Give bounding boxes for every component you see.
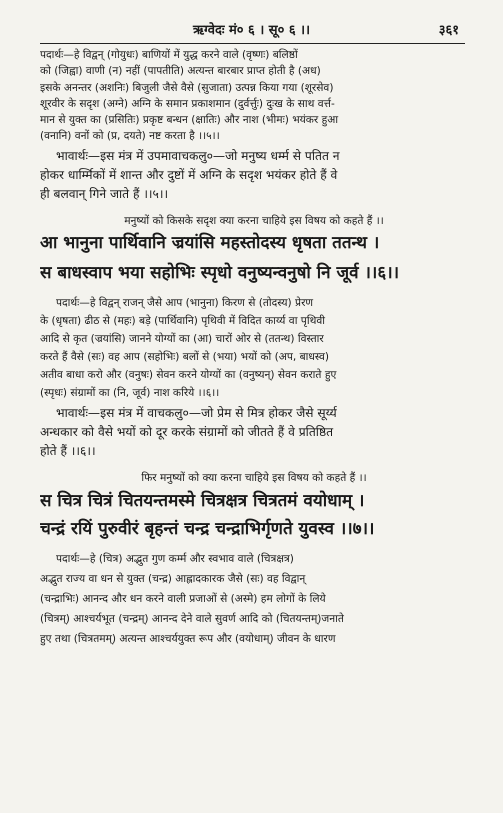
text-line: होकर धार्म्मिकों में शान्त और दुष्टों में अग्नि के सदृश भयंकर होते हैं वे xyxy=(40,168,338,182)
text-line: (चित्रम्) आश्चर्यभूत (चन्द्रम्) आनन्द देने वाले सुवर्ण आदि को (चितयन्तम्)जनाते xyxy=(40,613,344,625)
text-line: मान से युक्त का (प्रसितिः) प्रकृष्ट बन्धन (क्षातिः) और नाश (भीमः) भयंकर हुआ xyxy=(40,114,339,126)
section-intro: फिर मनुष्यों को क्या करना चाहिये इस विषय को कहते हैं ।। xyxy=(141,472,367,484)
mantra-line: आ भानुना पार्थिवानि ज्रयांसि महस्तोदस्य धृषता ततन्थ । xyxy=(40,233,380,253)
text-line: अन्धकार को वैसे भयों को दूर करके संग्रामों को जीतते हैं वे प्रतिष्ठित xyxy=(40,425,334,439)
mantra-line: चन्द्रं रयिं पुरुवीरं बृहन्तं चन्द्र चन्द्राभिर्गृणते युवस्व ।।७।। xyxy=(40,519,375,539)
mantra-line: स बाधस्वाप भया सहोभिः स्पृधो वनुष्यन्वनुषो नि जूर्व ।।६।। xyxy=(40,263,400,283)
text-line: ही बलवान् गिने जाते हैं ।।५।। xyxy=(40,187,169,201)
text-line: इसके अनन्तर (अशनिः) बिजुली जैसे वैसे (सुजाता) उत्पन्न किया गया (शूरसेव) xyxy=(40,82,334,94)
text-line: को (जिह्वा) वाणी (न) नहीं (पापतीति) अत्यन्त बारबार प्राप्त होती है (अध) xyxy=(40,65,321,77)
running-title: ऋग्वेदः मं० ६ । सू० ६ ।। xyxy=(192,23,311,38)
text-line: हुए तथा (चित्रतमम्) अत्यन्त आश्चर्ययुक्त रूप और (वयोधाम्) जीवन के धारण xyxy=(40,633,336,645)
text-line: भावार्थः—इस मंत्र में उपमावाचकलु०—जो मनुष्य धर्म्म से पतित न xyxy=(56,149,340,163)
text-line: (चन्द्राभिः) आनन्द और धन करने वाली प्रजाओं से (अस्मे) हम लोगों के लिये xyxy=(40,593,326,605)
header-rule xyxy=(40,43,465,44)
page-header xyxy=(0,20,503,40)
text-line: अद्भुत राज्य वा धन से युक्त (चन्द्र) आह्लादकारक जैसे (सः) वह विद्वान् xyxy=(40,573,306,585)
text-line: (स्पृधः) संग्रामों का (नि, जूर्व) नाश करिये ।।६।। xyxy=(40,387,220,399)
text-line: शूरवीर के सदृश (अग्ने) अग्नि के समान प्रकाशमान (दुर्वर्त्तुः) दुःख के साथ वर्त्त- xyxy=(40,98,335,110)
text-line: अतीव बाधा करो और (वनुषः) सेवन करने योग्यों का (वनुष्यन्) सेवन कराते हुए xyxy=(40,369,337,381)
text-line: करते हैं वैसे (सः) वह आप (सहोभिः) बलों से (भया) भयों को (अप, बाधस्व) xyxy=(40,351,330,363)
text-line: आदि से कृत (ज्रयांसि) जानने योग्यों का (आ) चारों ओर से (ततन्थ) विस्तार xyxy=(40,333,324,345)
text-line: पदार्थः—हे (चित्र) अद्भुत गुण कर्म्म और स्वभाव वाले (चित्रक्षत्र) xyxy=(56,553,294,565)
text-line: भावार्थः—इस मंत्र में वाचकलु०—जो प्रेम से मित्र होकर जैसे सूर्य्य xyxy=(56,406,337,420)
text-line: पदार्थः—हे विद्वन् (गोयुधः) बाणियों में युद्ध करने वाले (वृष्णः) बलिष्ठों xyxy=(40,49,298,61)
section-intro: मनुष्यों को किसके सदृश क्या करना चाहिये इस विषय को कहते हैं ।। xyxy=(124,215,384,227)
text-line: होते हैं ।।६।। xyxy=(40,444,96,458)
text-line: के (धृषता) ढीठ से (महः) बड़े (पार्थिवानि) पृथिवी में विदित कार्य्य वा पृथिवी xyxy=(40,315,325,327)
text-line: (वनानि) वनों को (प्र, दयते) नष्ट करता है ।।५।। xyxy=(40,130,220,142)
page-number: ३६१ xyxy=(438,23,459,38)
mantra-line: स चित्र चित्रं चितयन्तमस्मे चित्रक्षत्र चित्रतमं वयोधाम् । xyxy=(40,491,365,511)
text-line: पदार्थः—हे विद्वन् राजन् जैसे आप (भानुना) किरण से (तोदस्य) प्रेरण xyxy=(56,297,314,309)
